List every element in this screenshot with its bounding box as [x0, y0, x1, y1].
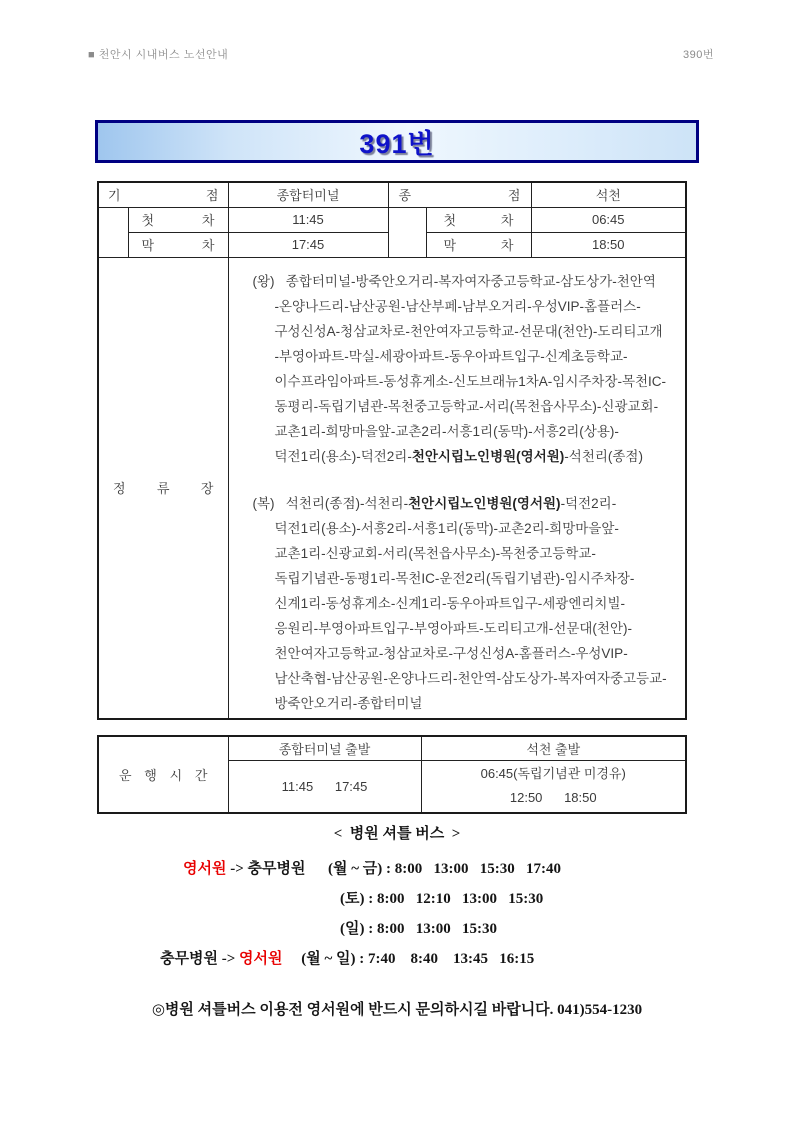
shuttle-schedule-list	[95, 854, 699, 974]
shuttle-schedule-line: 충무병원 -> 영서원 (월 ~ 일) : 7:40 8:40 13:45 16:15	[160, 951, 535, 967]
operation-time-label: 운 행 시 간	[98, 736, 228, 813]
origin-last-bus-time: 17:45	[228, 232, 388, 257]
doc-header-page-route: 390번	[683, 49, 714, 61]
stops-content-cell	[228, 257, 686, 719]
shuttle-schedule-line: 영서원 -> 충무병원 (월 ~ 금) : 8:00 13:00 15:30 17:40	[183, 861, 561, 877]
terminus-last-bus-label: 막 차	[426, 232, 531, 257]
route-line: 덕전1리(용소)-덕전2리-천안시립노인병원(영서원)-석천리(종점)	[274, 449, 643, 465]
seokcheon-departure-header: 석천 출발	[421, 736, 686, 760]
terminus-spacer-cell	[388, 207, 426, 257]
seokcheon-time-line2: 12:50 18:50	[509, 790, 597, 806]
route-line: 이수프라임아파트-동성휴게소-신도브래뉴1차A-임시주차장-목천IC-	[274, 374, 667, 390]
terminus-first-bus-time: 06:45	[531, 207, 686, 232]
route-line: 신계1리-동성휴게소-신계1리-동우아파트입구-세광엔리치빌-	[274, 596, 625, 612]
terminal-departure-times: 11:45 17:45	[228, 760, 421, 813]
route-line: 동평리-독립기념관-목천중고등학교-서리(목천읍사무소)-신광교회-	[274, 399, 659, 415]
terminal-departure-header: 종합터미널 출발	[228, 736, 421, 760]
route-line: (복) 석천리(종점)-석천리-천안시립노인병원(영서원)-덕전2리-	[252, 496, 617, 512]
doc-header	[88, 46, 714, 62]
shuttle-note: ◎병원 셔틀버스 이용전 영서원에 반드시 문의하시길 바랍니다. 041)554-1230	[151, 1002, 643, 1018]
shuttle-schedule-line: (일) : 8:00 13:00 15:30	[340, 921, 497, 937]
seokcheon-departure-times	[421, 760, 686, 813]
origin-value-cell: 종합터미널	[228, 182, 388, 207]
terminus-last-bus-time: 18:50	[531, 232, 686, 257]
origin-spacer-cell	[98, 207, 128, 257]
terminus-label-cell: 종 점	[388, 182, 531, 207]
outbound-route-list	[253, 269, 682, 469]
operation-time-table	[97, 735, 687, 814]
route-line: -부영아파트-막실-세광아파트-동우아파트입구-신계초등학교-	[274, 349, 628, 365]
route-line: 천안여자고등학교-청삼교차로-구성신성A-홈플러스-우성VIP-	[274, 646, 628, 662]
hospital-shuttle-section	[95, 822, 699, 1019]
doc-header-title: ■ 천안시 시내버스 노선안내	[88, 49, 229, 61]
route-line: -온양나드리-남산공원-남산부페-남부오거리-우성VIP-홈플러스-	[274, 299, 641, 315]
route-line: 구성신성A-청삼교차로-천안여자고등학교-선문대(천안)-도리티고개	[274, 324, 663, 340]
origin-last-bus-label: 막 차	[128, 232, 228, 257]
route-line: (왕) 종합터미널-방죽안오거리-복자여자중고등학교-삼도상가-천안역	[252, 274, 656, 290]
route-line: 독립기념관-동평1리-목천IC-운전2리(독립기념관)-임시주차장-	[274, 571, 635, 587]
route-line: 교촌1리-신광교회-서리(목천읍사무소)-목천중고등학교-	[274, 546, 596, 562]
origin-first-bus-label: 첫 차	[128, 207, 228, 232]
terminus-first-bus-label: 첫 차	[426, 207, 531, 232]
shuttle-title: < 병원 셔틀 버스 >	[333, 826, 461, 842]
seokcheon-time-line1: 06:45(독립기념관 미경유)	[480, 766, 626, 782]
origin-first-bus-time: 11:45	[228, 207, 388, 232]
route-line: 방죽안오거리-종합터미널	[274, 696, 423, 712]
shuttle-schedule-line: (토) : 8:00 12:10 13:00 15:30	[340, 891, 544, 907]
terminus-value-cell: 석천	[531, 182, 686, 207]
route-line: 응원리-부영아파트입구-부영아파트-도리티고개-선문대(천안)-	[274, 621, 632, 637]
origin-label-cell: 기 점	[98, 182, 228, 207]
route-summary-table	[97, 181, 687, 720]
route-number-title: 391번	[359, 129, 435, 159]
route-line: 남산축협-남산공원-온양나드리-천안역-삼도상가-복자여자중고등교-	[274, 671, 667, 687]
route-line: 덕전1리(용소)-서흥2리-서흥1리(동막)-교촌2리-희망마을앞-	[274, 521, 619, 537]
route-number-banner	[95, 120, 699, 163]
route-line: 교촌1리-희망마을앞-교촌2리-서흥1리(동막)-서흥2리(상용)-	[274, 424, 619, 440]
stops-label-cell: 정 류 장	[98, 257, 228, 719]
inbound-route-list	[253, 491, 682, 716]
